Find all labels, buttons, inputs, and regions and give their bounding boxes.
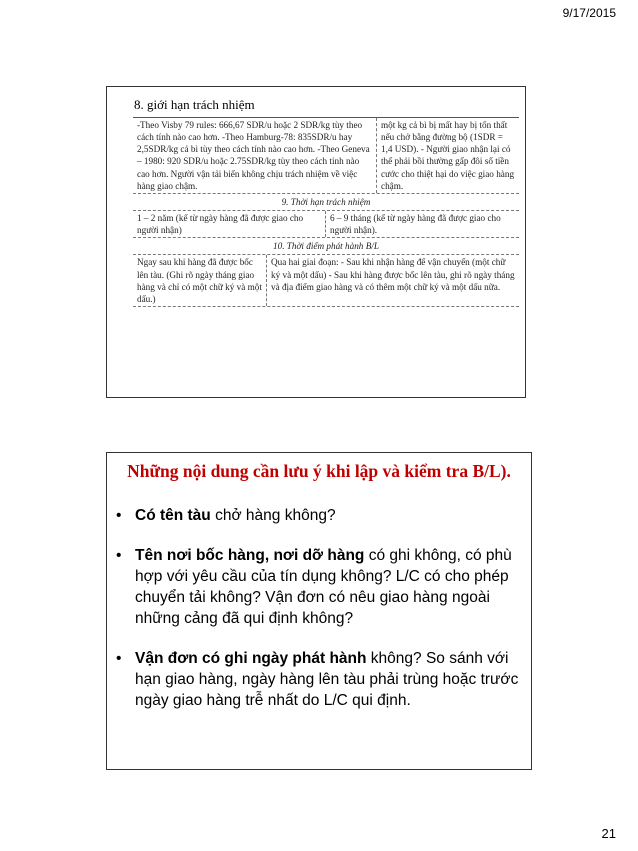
bullet-text: chở hàng không? xyxy=(210,507,336,524)
bullet-bold-text: Tên nơi bốc hàng, nơi dỡ hàng xyxy=(135,547,365,564)
table-cell: 6 – 9 tháng (kể từ ngày hàng đã được giao cho người nhận). xyxy=(330,212,501,236)
list-item xyxy=(113,505,519,526)
table-cell: -Theo Visby 79 rules: 666,67 SDR/u hoặc 2 SDR/kg tùy theo cách tính nào cao hơn. -Theo Hamburg-78: 835SDR/u hay 2,5SDR/kg cả bì tùy theo cách tính nào cao hơn. -Theo Geneva – 1980: 920 SDR/u hoặc 2.75SDR/kg tùy theo cách tính nào cao hơn. Người vận tải biển không chịu trách nhiệm về việc hàng giao chậm. xyxy=(133,118,377,193)
bullet-text: không? So sánh với hạn giao hàng, ngày hàng lên tàu phải trùng hoặc trước ngày giao hàng trễ nhất do L/C qui định. xyxy=(135,650,519,709)
date-label: 9/17/2015 xyxy=(562,6,616,20)
table-cell: một kg cả bì bị mất hay bị tổn thất nếu chở bằng đường bộ (1SDR = 1,4 USD). - Người giao nhận lại có thể phải bồi thường gấp đôi số tiền cước cho thiệt hại do việc giao hàng chậm. xyxy=(381,120,515,191)
table-cell: 1 – 2 năm (kể từ ngày hàng đã được giao cho người nhận) xyxy=(133,211,326,237)
table-row xyxy=(133,211,519,238)
scanned-comparison-table xyxy=(133,117,519,386)
table-row xyxy=(133,255,519,307)
bullet-bold-text: Có tên tàu xyxy=(135,507,211,524)
bullet-bold-text: Vận đơn có ghi ngày phát hành xyxy=(135,650,367,667)
table-cell: Qua hai giai đoạn: - Sau khi nhận hàng để vận chuyển (một chữ ký và một dấu) - Sau khi hàng được bốc lên tàu, ghi rõ ngày tháng và địa điểm giao hàng và có thêm một chữ ký và một dấu nữa. xyxy=(271,257,515,292)
list-item xyxy=(113,648,519,711)
slide-heading: 8. giới hạn trách nhiệm xyxy=(134,97,255,112)
table-section-title: 10. Thời điểm phát hành B/L xyxy=(133,238,519,255)
slide-bl-checklist xyxy=(106,452,532,770)
list-item xyxy=(113,545,519,629)
page-number: 21 xyxy=(601,826,616,841)
bullet-list xyxy=(113,505,519,730)
table-section-title: 9. Thời hạn trách nhiệm xyxy=(133,194,519,211)
slide-title: Những nội dung cần lưu ý khi lập và kiểm tra B/L). xyxy=(127,461,511,481)
table-cell: Ngay sau khi hàng đã được bốc lên tàu. (Ghi rõ ngày tháng giao hàng và chỉ có một chữ ký và một dấu.) xyxy=(133,255,267,306)
bullet-text: có ghi không, có phù hợp với yêu cầu của tín dụng không? L/C có cho phép chuyển tải không? Vận đơn có nêu giao hàng ngoài những cảng đã qui định không? xyxy=(135,547,512,627)
table-row xyxy=(133,118,519,194)
slide-liability-limits xyxy=(106,86,526,398)
